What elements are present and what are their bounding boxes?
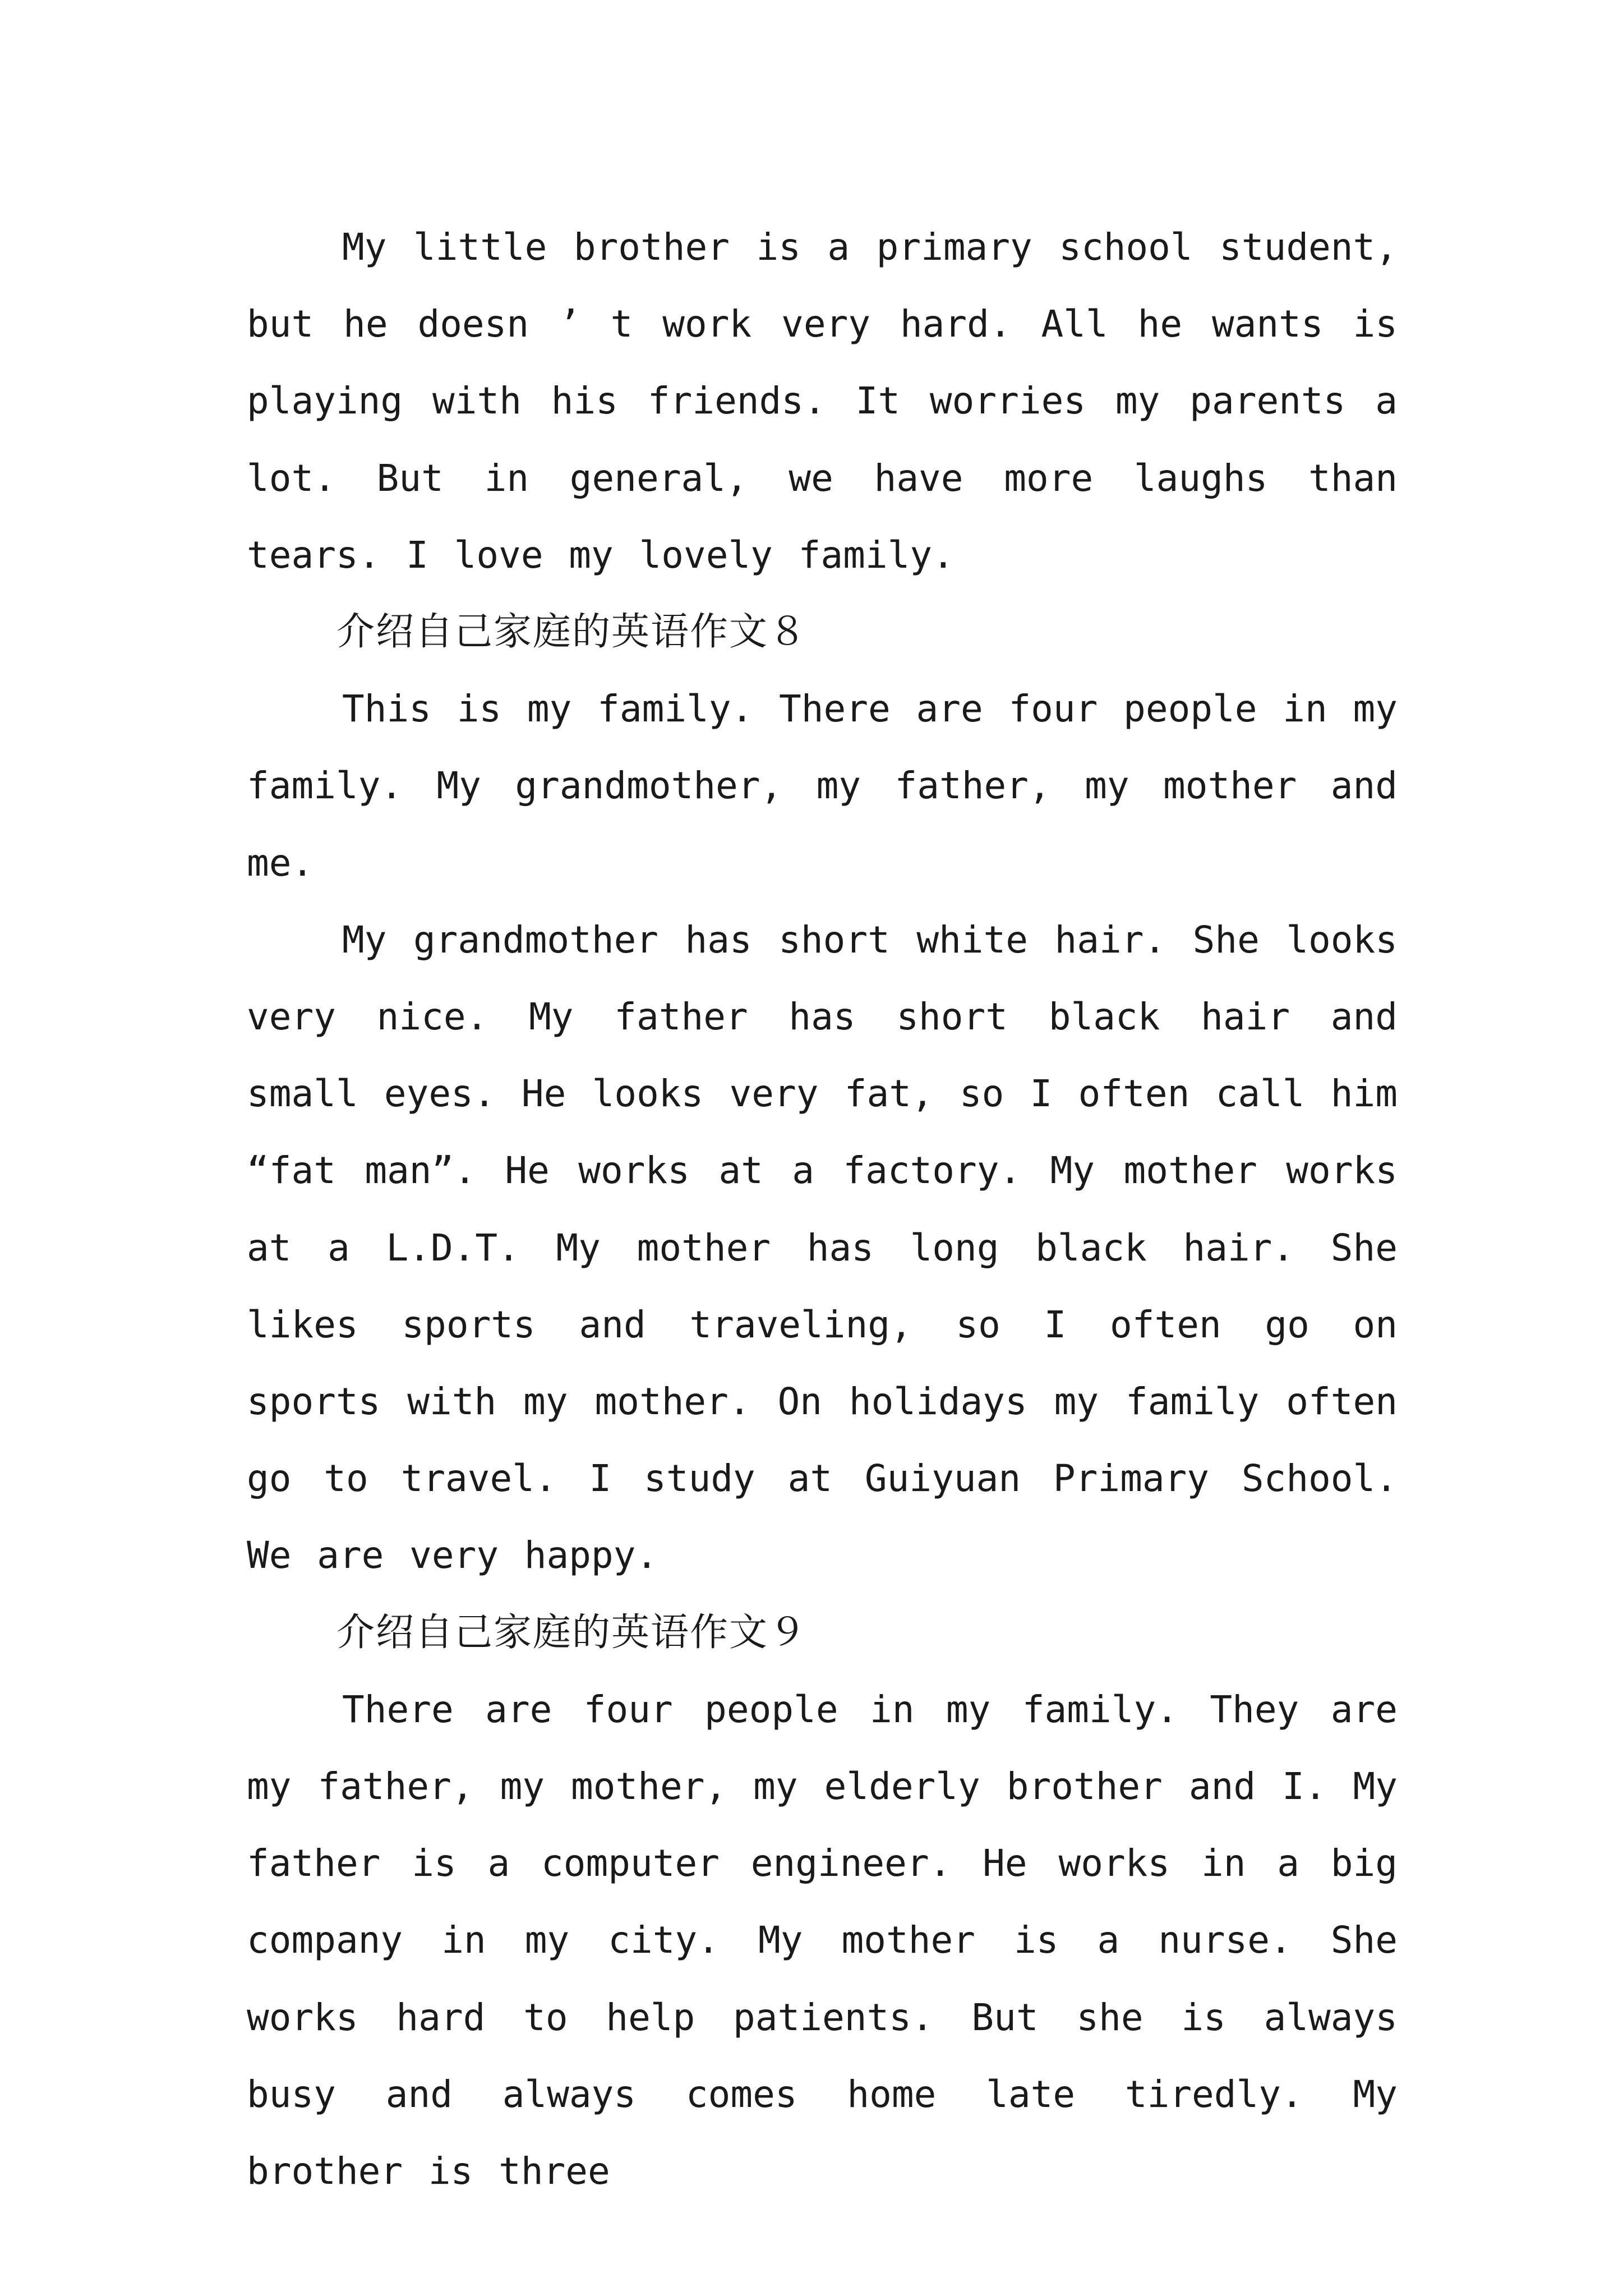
essay-heading-9: 介绍自己家庭的英语作文９ [336, 1610, 808, 1655]
paragraph-family-description: My grandmother has short white hair. She looks very nice. My father has short black hair and small eyes. He looks very fat, so I often call him “fat man”. He works at a factory. My mother works at a L.D.T. My mother has long black hair. She likes sports and traveling, so I often go on sports with my mother. On holidays my family often go to travel. I study at Guiyuan Primary School. We are very happy. [247, 918, 1398, 1577]
essay-heading-8: 介绍自己家庭的英语作文８ [336, 610, 808, 655]
paragraph-family-jobs: There are four people in my family. They are my father, my mother, my elderly brother and I. My father is a computer engineer. He works in a big company in my city. My mother is a nurse. She works hard to help patients. But she is always busy and always comes home late tiredly. My brother is three [247, 1687, 1398, 2193]
document-body [247, 209, 1398, 2210]
paragraph-brother: My little brother is a primary school student, but he doesn ’ t work very hard. All he wants is playing with his friends. It worries my parents a lot. But in general, we have more laughs than tears. I love my lovely family. [247, 226, 1398, 577]
paragraph-family-members: This is my family. There are four people in my family. My grandmother, my father, my mother and me. [247, 687, 1398, 885]
